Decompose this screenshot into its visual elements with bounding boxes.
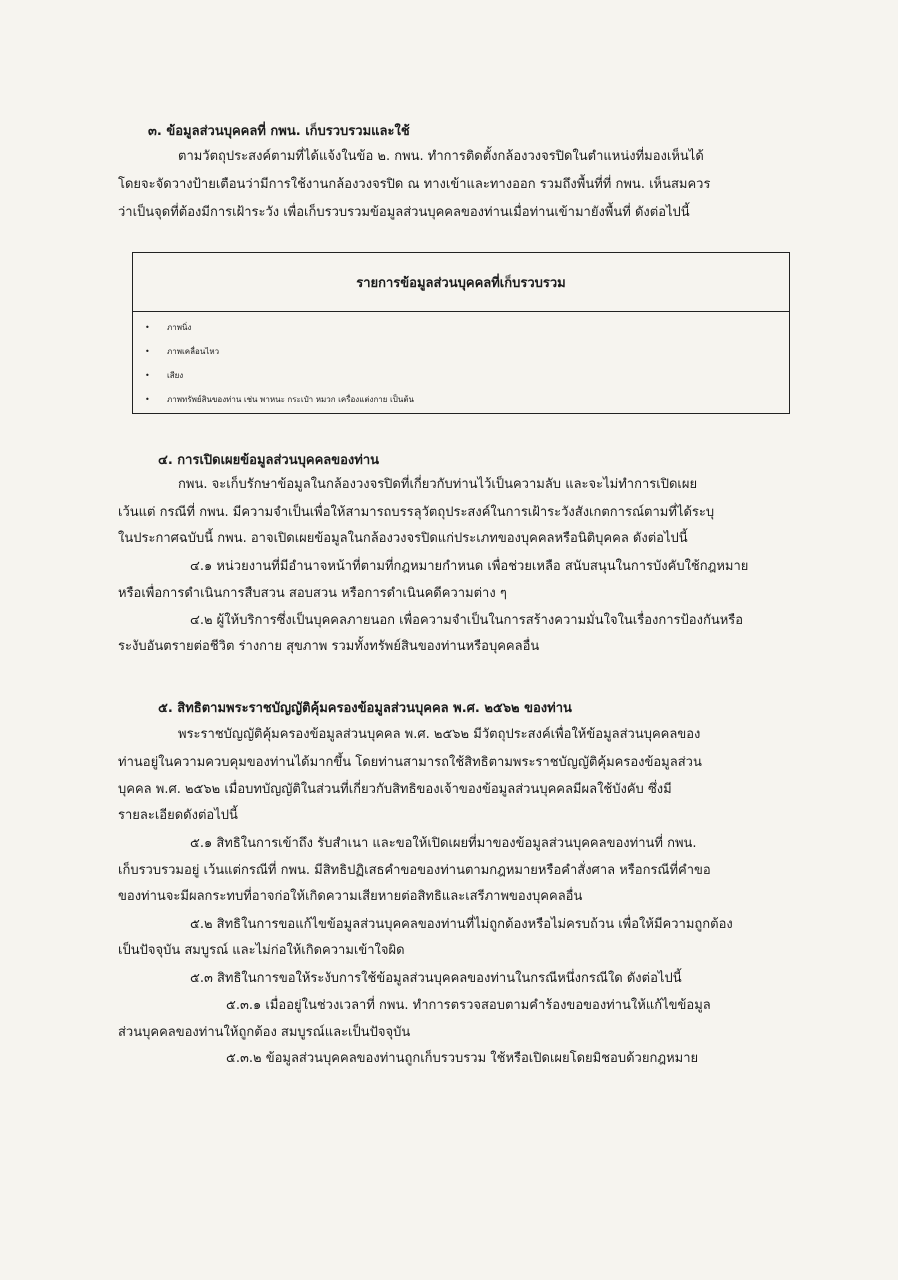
section-3-line-1: ตามวัตถุประสงค์ตามที่ได้แจ้งในข้อ ๒. กพน. ทำการติดตั้งกล้องวงจรปิดในตำแหน่งที่มองเห็นได้ <box>178 149 704 164</box>
list-item: • เสียง <box>145 364 789 388</box>
bullet-icon: • <box>145 371 150 380</box>
section-5-3-1-line-2: ส่วนบุคคลของท่านให้ถูกต้อง สมบูรณ์และเป็นปัจจุบัน <box>118 1025 411 1040</box>
list-item: • ภาพเคลื่อนไหว <box>145 340 789 364</box>
section-4-1-line-2: หรือเพื่อการดำเนินการสืบสวน สอบสวน หรือการดำเนินคดีความต่าง ๆ <box>118 586 507 601</box>
section-4-line-1: กพน. จะเก็บรักษาข้อมูลในกล้องวงจรปิดที่เกี่ยวกับท่านไว้เป็นความลับ และจะไม่ทำการเปิดเผย <box>178 477 698 492</box>
section-3-line-2: โดยจะจัดวางป้ายเตือนว่ามีการใช้งานกล้องวงจรปิด ณ ทางเข้าและทางออก รวมถึงพื้นที่ที่ กพน. เห็นสมควร <box>118 177 711 192</box>
section-5-3-line: ๕.๓ สิทธิในการขอให้ระงับการใช้ข้อมูลส่วนบุคคลของท่านในกรณีหนึ่งกรณีใด ดังต่อไปนี้ <box>190 971 682 986</box>
section-4-heading: ๔. การเปิดเผยข้อมูลส่วนบุคคลของท่าน <box>158 453 380 468</box>
section-5-3-2-line: ๕.๓.๒ ข้อมูลส่วนบุคคลของท่านถูกเก็บรวบรวม ใช้หรือเปิดเผยโดยมิชอบด้วยกฎหมาย <box>226 1051 699 1066</box>
section-5-line-2: ท่านอยู่ในความควบคุมของท่านได้มากขึ้น โดยท่านสามารถใช้สิทธิตามพระราชบัญญัติคุ้มครองข้อมูลส่วน <box>118 755 702 770</box>
section-5-3-1-line-1: ๕.๓.๑ เมื่ออยู่ในช่วงเวลาที่ กพน. ทำการตรวจสอบตามคำร้องขอของท่านให้แก้ไขข้อมูล <box>226 998 711 1013</box>
section-5-1-line-1: ๕.๑ สิทธิในการเข้าถึง รับสำเนา และขอให้เปิดเผยที่มาของข้อมูลส่วนบุคคลของท่านที่ กพน. <box>190 836 697 851</box>
section-5-line-1: พระราชบัญญัติคุ้มครองข้อมูลส่วนบุคคล พ.ศ. ๒๕๖๒ มีวัตถุประสงค์เพื่อให้ข้อมูลส่วนบุคคลของ <box>178 727 701 742</box>
section-5-2-line-1: ๕.๒ สิทธิในการขอแก้ไขข้อมูลส่วนบุคคลของท่านที่ไม่ถูกต้องหรือไม่ครบถ้วน เพื่อให้มีความถูกต้อง <box>190 917 733 932</box>
section-3-heading: ๓. ข้อมูลส่วนบุคคลที่ กพน. เก็บรวบรวมและใช้ <box>148 124 410 139</box>
section-5-line-3: บุคคล พ.ศ. ๒๕๖๒ เมื่อบทบัญญัติในส่วนที่เกี่ยวกับสิทธิของเจ้าของข้อมูลส่วนบุคคลมีผลใช้บังคับ ซึ่งมี <box>118 782 672 797</box>
section-4-2-line-1: ๔.๒ ผู้ให้บริการซึ่งเป็นบุคคลภายนอก เพื่อความจำเป็นในการสร้างความมั่นใจในเรื่องการป้องกันหรือ <box>190 613 744 628</box>
table-header: รายการข้อมูลส่วนบุคคลที่เก็บรวบรวม <box>133 253 789 312</box>
section-5-heading: ๕. สิทธิตามพระราชบัญญัติคุ้มครองข้อมูลส่วนบุคคล พ.ศ. ๒๕๖๒ ของท่าน <box>158 701 572 716</box>
section-4-2-line-2: ระงับอันตรายต่อชีวิต ร่างกาย สุขภาพ รวมทั้งทรัพย์สินของท่านหรือบุคคลอื่น <box>118 639 540 654</box>
table-body <box>133 312 789 412</box>
list-item: • ภาพทรัพย์สินของท่าน เช่น พาหนะ กระเป๋า หมวก เครื่องแต่งกาย เป็นต้น <box>145 388 789 412</box>
bullet-icon: • <box>145 395 150 404</box>
list-item: • ภาพนิ่ง <box>145 316 789 340</box>
section-5-line-4: รายละเอียดดังต่อไปนี้ <box>118 808 238 823</box>
section-5-1-line-2: เก็บรวบรวมอยู่ เว้นแต่กรณีที่ กพน. มีสิทธิปฏิเสธคำขอของท่านตามกฎหมายหรือคำสั่งศาล หรือกรณีที่คำขอ <box>118 863 711 878</box>
bullet-icon: • <box>145 347 150 356</box>
bullet-icon: • <box>145 323 150 332</box>
data-items-table <box>132 252 790 414</box>
section-3-line-3: ว่าเป็นจุดที่ต้องมีการเฝ้าระวัง เพื่อเก็บรวบรวมข้อมูลส่วนบุคคลของท่านเมื่อท่านเข้ามายังพื้นที่ ดังต่อไปนี้ <box>118 205 690 220</box>
section-5-1-line-3: ของท่านจะมีผลกระทบที่อาจก่อให้เกิดความเสียหายต่อสิทธิและเสรีภาพของบุคคลอื่น <box>118 889 583 904</box>
section-4-line-2: เว้นแต่ กรณีที่ กพน. มีความจำเป็นเพื่อให้สามารถบรรลุวัตถุประสงค์ในการเฝ้าระวังสังเกตการณ์ตามที่ได้ระบุ <box>118 505 715 520</box>
section-4-1-line-1: ๔.๑ หน่วยงานที่มีอำนาจหน้าที่ตามที่กฎหมายกำหนด เพื่อช่วยเหลือ สนับสนุนในการบังคับใช้กฎหมาย <box>190 559 749 574</box>
section-5-2-line-2: เป็นปัจจุบัน สมบูรณ์ และไม่ก่อให้เกิดความเข้าใจผิด <box>118 943 405 958</box>
section-4-line-3: ในประกาศฉบับนี้ กพน. อาจเปิดเผยข้อมูลในกล้องวงจรปิดแก่ประเภทของบุคคลหรือนิติบุคคล ดังต่อไปนี้ <box>118 531 688 546</box>
